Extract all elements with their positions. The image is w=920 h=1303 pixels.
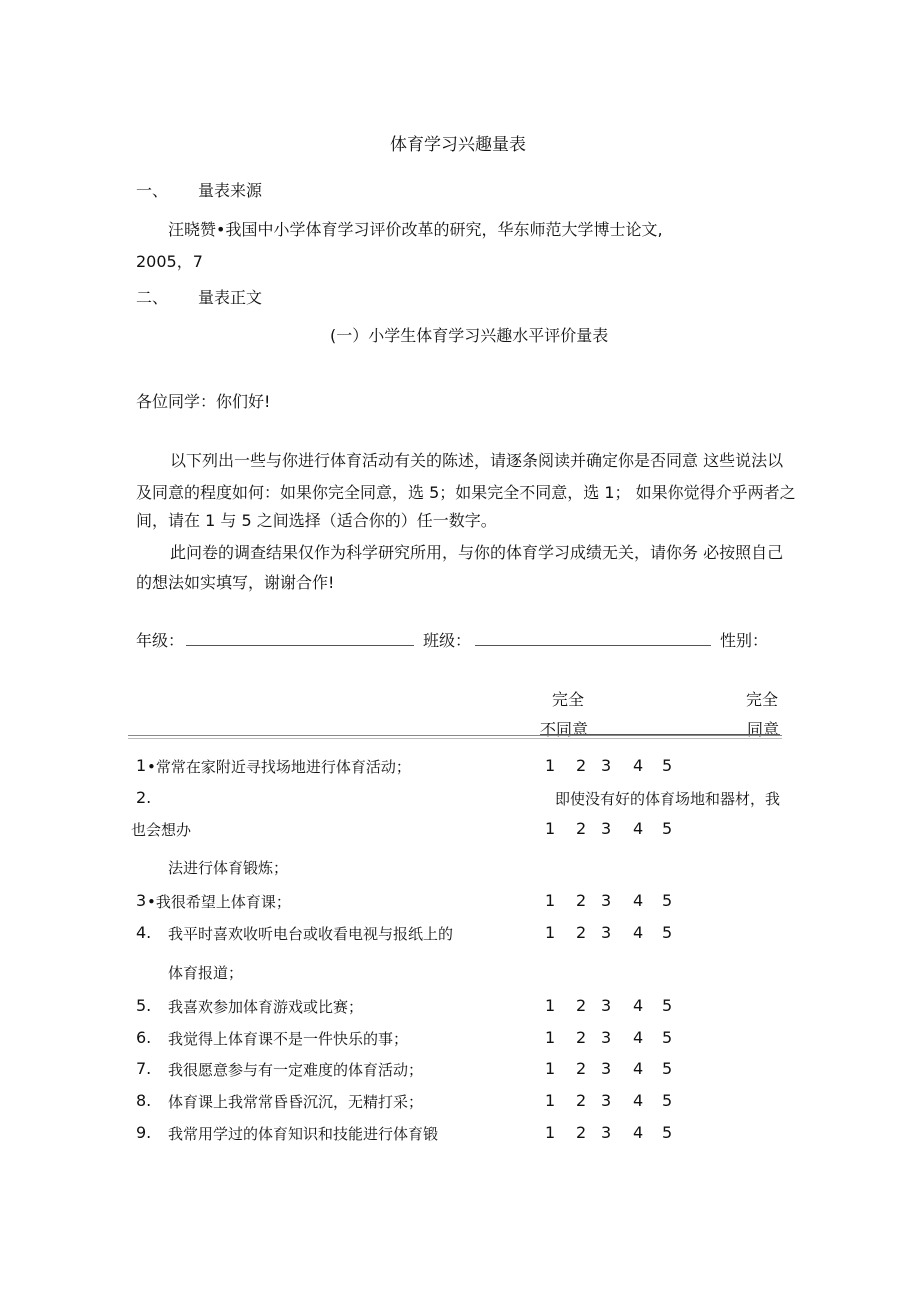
instructions-p1-line1: 以下列出一些与你进行体育活动有关的陈述，请逐条阅读并确定你是否同意 这些说法以 xyxy=(170,451,784,470)
item-4-number: 4. xyxy=(136,923,152,942)
item-4-scale xyxy=(545,923,685,943)
subtitle: (一）小学生体育学习兴趣水平评价量表 xyxy=(330,326,609,345)
scale-option-2[interactable]: 2 xyxy=(576,819,587,838)
grade-input-line[interactable] xyxy=(186,645,414,646)
item-7-scale xyxy=(545,1059,685,1079)
item-7-text: 我很愿意参与有一定难度的体育活动； xyxy=(168,1061,424,1079)
scale-option-4[interactable]: 4 xyxy=(633,819,644,838)
gender-label: 性别： xyxy=(720,631,769,650)
scale-option-5[interactable]: 5 xyxy=(662,996,673,1015)
scale-option-5[interactable]: 5 xyxy=(662,1059,673,1078)
scale-option-2[interactable]: 2 xyxy=(576,1059,587,1078)
item-3-text: •我很希望上体育课； xyxy=(147,893,291,911)
scale-option-3[interactable]: 3 xyxy=(601,1091,612,1110)
item-8-scale xyxy=(545,1091,685,1111)
item-4-text-cont: 体育报道； xyxy=(168,964,244,982)
scale-option-5[interactable]: 5 xyxy=(662,756,673,775)
scale-option-1[interactable]: 1 xyxy=(545,996,556,1015)
scale-option-2[interactable]: 2 xyxy=(576,923,587,942)
instructions-p2-line1: 此问卷的调查结果仅作为科学研究所用，与你的体育学习成绩无关，请你务 必按照自己 xyxy=(170,543,784,562)
scale-option-4[interactable]: 4 xyxy=(633,1028,644,1047)
scale-option-3[interactable]: 3 xyxy=(601,819,612,838)
scale-option-4[interactable]: 4 xyxy=(633,891,644,910)
item-2-number: 2. xyxy=(136,788,152,807)
source-line1: 汪晓赞•我国中小学体育学习评价改革的研究，华东师范大学博士论文, xyxy=(168,220,663,239)
item-6-text: 我觉得上体育课不是一件快乐的事； xyxy=(168,1030,409,1048)
scale-option-2[interactable]: 2 xyxy=(576,1091,587,1110)
section2-heading: 量表正文 xyxy=(198,288,263,307)
greeting: 各位同学：你们好! xyxy=(136,392,271,411)
item-8-text: 体育课上我常常昏昏沉沉，无精打采； xyxy=(168,1093,424,1111)
instructions-p1-line3: 间，请在 1 与 5 之间选择（适合你的）任一数字。 xyxy=(136,511,497,530)
instructions-p2-line2: 的想法如实填写，谢谢合作! xyxy=(136,573,335,592)
item-8-number: 8. xyxy=(136,1091,152,1110)
item-6-number: 6. xyxy=(136,1028,152,1047)
class-input-line[interactable] xyxy=(475,645,711,646)
scale-option-4[interactable]: 4 xyxy=(633,1059,644,1078)
grade-label: 年级： xyxy=(136,631,185,650)
scale-option-3[interactable]: 3 xyxy=(601,756,612,775)
scale-option-3[interactable]: 3 xyxy=(601,923,612,942)
source-line2: 2005，7 xyxy=(136,252,203,271)
scale-option-4[interactable]: 4 xyxy=(633,923,644,942)
item-1-scale xyxy=(545,756,685,776)
scale-left-bottom: 不同意 xyxy=(540,720,589,739)
item-9-scale xyxy=(545,1123,685,1143)
scale-option-1[interactable]: 1 xyxy=(545,819,556,838)
scale-option-3[interactable]: 3 xyxy=(601,1123,612,1142)
item-9-number: 9. xyxy=(136,1123,152,1142)
scale-option-1[interactable]: 1 xyxy=(545,923,556,942)
item-5-number: 5. xyxy=(136,996,152,1015)
scale-right-top: 完全 xyxy=(746,690,779,709)
scale-option-2[interactable]: 2 xyxy=(576,1123,587,1142)
page-title: 体育学习兴趣量表 xyxy=(390,135,526,155)
scale-option-3[interactable]: 3 xyxy=(601,891,612,910)
instructions-p1-line2: 及同意的程度如何：如果你完全同意，选 5；如果完全不同意，选 1； 如果你觉得介乎两者之 xyxy=(136,483,796,502)
scale-option-1[interactable]: 1 xyxy=(545,1123,556,1142)
item-2-scale xyxy=(545,819,685,839)
item-7-number: 7. xyxy=(136,1059,152,1078)
section1-marker: 一、 xyxy=(136,181,169,200)
scale-right-bottom: 同意 xyxy=(747,720,780,739)
scale-option-5[interactable]: 5 xyxy=(662,819,673,838)
scale-option-2[interactable]: 2 xyxy=(576,1028,587,1047)
scale-option-4[interactable]: 4 xyxy=(633,1091,644,1110)
item-3-number: 3 xyxy=(136,891,147,910)
item-4-text: 我平时喜欢收听电台或收看电视与报纸上的 xyxy=(168,925,454,943)
scale-option-1[interactable]: 1 xyxy=(545,756,556,775)
scale-option-2[interactable]: 2 xyxy=(576,996,587,1015)
scale-option-3[interactable]: 3 xyxy=(601,996,612,1015)
item-9-text: 我常用学过的体育知识和技能进行体育锻 xyxy=(168,1125,439,1143)
item-3-scale xyxy=(545,891,685,911)
scale-option-5[interactable]: 5 xyxy=(662,1091,673,1110)
class-label: 班级： xyxy=(423,631,472,650)
header-rule xyxy=(128,735,782,739)
scale-option-4[interactable]: 4 xyxy=(633,1123,644,1142)
scale-option-5[interactable]: 5 xyxy=(662,923,673,942)
scale-option-3[interactable]: 3 xyxy=(601,1059,612,1078)
item-1-number: 1 xyxy=(136,756,147,775)
scale-left-top: 完全 xyxy=(552,690,585,709)
scale-option-2[interactable]: 2 xyxy=(576,891,587,910)
scale-option-2[interactable]: 2 xyxy=(576,756,587,775)
scale-option-5[interactable]: 5 xyxy=(662,1123,673,1142)
scale-option-5[interactable]: 5 xyxy=(662,891,673,910)
scale-option-1[interactable]: 1 xyxy=(545,891,556,910)
item-5-text: 我喜欢参加体育游戏或比赛； xyxy=(168,998,364,1016)
item-1-text: •常常在家附近寻找场地进行体育活动； xyxy=(147,758,411,776)
scale-option-1[interactable]: 1 xyxy=(545,1091,556,1110)
scale-option-3[interactable]: 3 xyxy=(601,1028,612,1047)
scale-option-1[interactable]: 1 xyxy=(545,1059,556,1078)
section1-heading: 量表来源 xyxy=(198,181,263,200)
scale-option-4[interactable]: 4 xyxy=(633,756,644,775)
item-2-text-right: 即使没有好的体育场地和器材，我 xyxy=(555,790,781,808)
section2-marker: 二、 xyxy=(136,288,169,307)
scale-option-5[interactable]: 5 xyxy=(662,1028,673,1047)
scale-option-1[interactable]: 1 xyxy=(545,1028,556,1047)
item-2-text-cont1: 也会想办 xyxy=(131,821,192,839)
scale-option-4[interactable]: 4 xyxy=(633,996,644,1015)
item-2-text-cont2: 法进行体育锻炼； xyxy=(168,859,289,877)
item-6-scale xyxy=(545,1028,685,1048)
item-5-scale xyxy=(545,996,685,1016)
